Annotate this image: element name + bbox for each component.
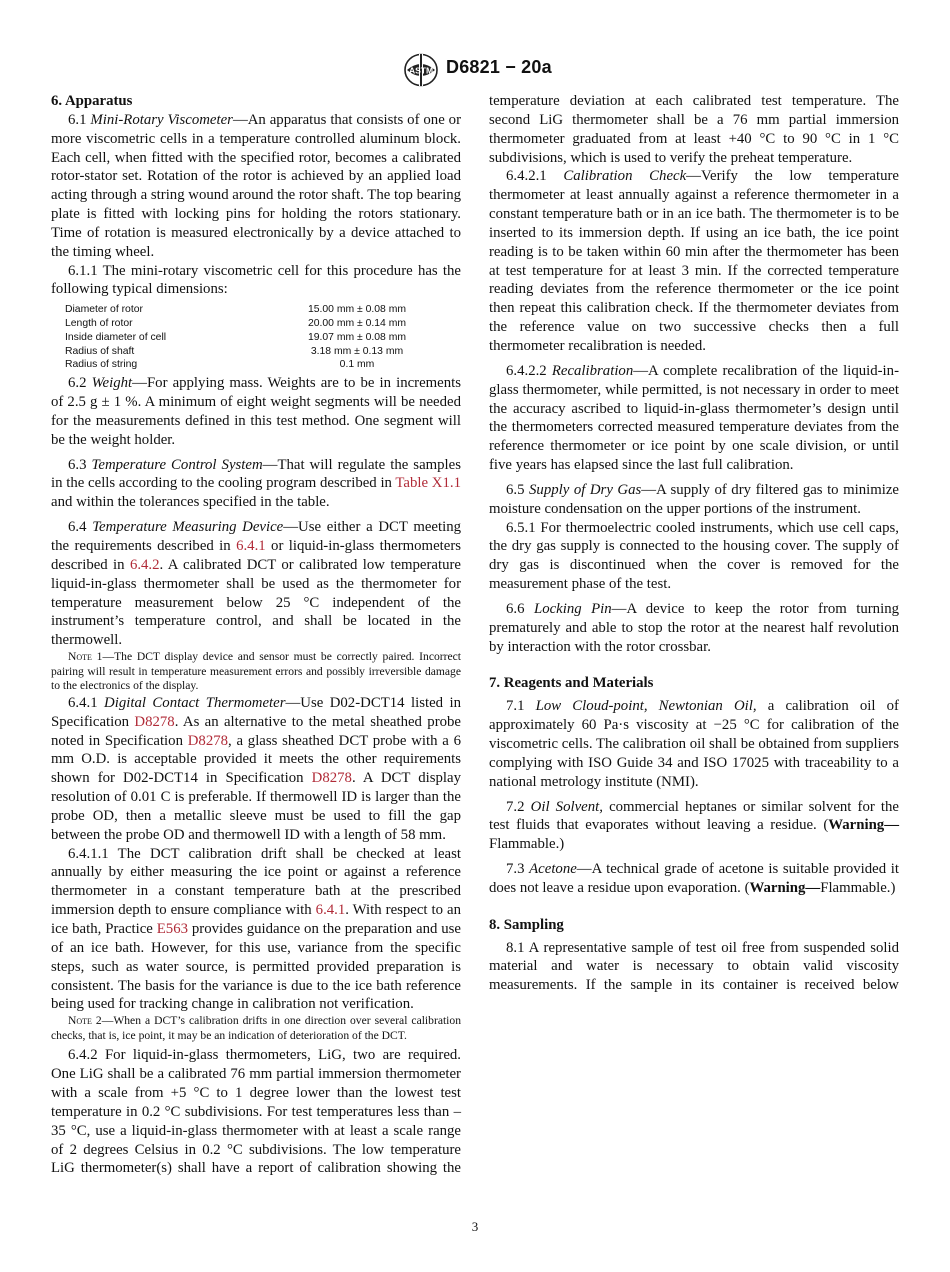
link-6-4-1[interactable]: 6.4.1 bbox=[236, 538, 266, 555]
note-2: Note 2—When a DCT’s calibration drifts in one direction over several calibration checks, that is, ice point, it may be an indication of deterioration of the DCT. bbox=[51, 1014, 461, 1042]
term: Calibration Check bbox=[563, 168, 687, 185]
term: Supply of Dry Gas bbox=[529, 481, 642, 498]
link-table-x1-1[interactable]: Table X1.1 bbox=[395, 475, 461, 492]
link-e563[interactable]: E563 bbox=[156, 920, 188, 937]
paragraph-6-1-1: 6.1.1 The mini-rotary viscometric cell for this procedure has the following typical dimensions: bbox=[51, 262, 461, 298]
warning-label: Warning— bbox=[749, 879, 821, 896]
svg-text:ASTM: ASTM bbox=[408, 65, 434, 76]
left-column bbox=[51, 92, 461, 1178]
section-heading-apparatus: 6. Apparatus bbox=[51, 93, 133, 109]
term: Locking Pin bbox=[533, 600, 612, 617]
paragraph-6-4-2-1: 6.4.2.1 Calibration Check—Verify the low temperature thermometer at least annually against a reference thermometer in a constant temperature bath or in an ice bath. The thermometer is to be inserted to its immersion depth. If using an ice bath, the ice point reading is to be taken within 60 min after the thermometer has been at test temperature for at least 3 min. If the corrected temperature reading deviates from the reference thermometer or the ice point then repeat this calibration check. If the thermometer deviates from the reference value on two successive checks then a full thermometer recalibration is needed. bbox=[489, 168, 899, 354]
paragraph-6-4-1-1: 6.4.1.1 The DCT calibration drift shall be checked at least annually by either measuring the ice point or against a reference thermometer in a constant temperature bath at the prescribed immersion depth to ensure compliance with 6.4.1. With respect to an ice bath, Practice E563 provides guidance on the preparation and use of an ice bath. However, for this use, variance from the specific steps, such as water source, is permitted provided preparation is consistent. The basis for the variance is due to the ice bath reference being used for tracking change in calibration not verification. bbox=[51, 845, 461, 1013]
table-row: Inside diameter of cell 19.07 mm ± 0.08 mm bbox=[65, 331, 407, 343]
page-header bbox=[0, 53, 950, 87]
link-6-4-1[interactable]: 6.4.1 bbox=[315, 902, 346, 919]
paragraph-6-6: 6.6 Locking Pin—A device to keep the rotor from turning prematurely and able to stop the rotor at the nearest half revolution by interaction with the rotor crossbar. bbox=[489, 600, 899, 655]
term: Recalibration bbox=[551, 362, 634, 379]
paragraph-8-1: 8.1 A representative sample of test oil free from suspended solid material and water is necessary to obtain valid viscosity measurements. If the sample in its container is received below bbox=[489, 939, 899, 994]
astm-logo-icon bbox=[403, 53, 439, 87]
term: Oil Solvent, bbox=[530, 798, 603, 815]
warning-label: Warning— bbox=[828, 817, 899, 834]
paragraph-7-1: 7.1 Low Cloud-point, Newtonian Oil, a calibration oil of approximately 60 Pa·s viscosity at −25 °C for calibration of the viscometric cells. The calibration oil shall be obtained from suppliers complying with ISO Guide 34 and ISO 17025 with traceability to a national metrology institute (NMI). bbox=[489, 698, 899, 790]
section-heading-sampling: 8. Sampling bbox=[489, 916, 564, 933]
paragraph-6-4-2: 6.4.2 For liquid-in-glass thermometers, LiG, two are required. One LiG shall be a calibrated 76 mm partial immersion thermometer with a scale from +5 °C to 1 degree lower than the lowest test temperature in 0.2 °C subdivisions. For test temperatures less than –35 °C, use a liquid-in-glass thermometer with at least a scale range of 2 degrees Celsius in 0.2 °C subdivisions. The low temperature LiG thermometer(s) shall have a report of calibration showing the bbox=[51, 1047, 461, 1177]
link-6-4-2[interactable]: 6.4.2 bbox=[129, 556, 160, 573]
paragraph-6-5: 6.5 Supply of Dry Gas—A supply of dry filtered gas to minimize moisture condensation on the upper portions of the instrument. bbox=[489, 481, 899, 517]
paragraph-7-2: 7.2 Oil Solvent, commercial heptanes or similar solvent for the test fluids that evaporates without leaving a residue. (Warning—Flammable.) bbox=[489, 798, 899, 853]
paragraph-6-5-1: 6.5.1 For thermoelectric cooled instruments, which use cell caps, the dry gas supply is connected to the housing cover. The supply of dry gas is discontinued when the cover is removed for the measurement phase of the test. bbox=[489, 519, 899, 593]
link-d8278[interactable]: D8278 bbox=[134, 713, 175, 730]
link-d8278[interactable]: D8278 bbox=[187, 732, 229, 749]
page-number: 3 bbox=[471, 1219, 479, 1234]
paragraph-6-4: 6.4 Temperature Measuring Device—Use either a DCT meeting the requirements described in 6.4.1 or liquid-in-glass thermometers described in 6.4.2. A calibrated DCT or calibrated low temperature liquid-in-glass thermometer shall be used as the thermometer for temperature measurement below 25 °C independent of the instrument’s temperature control, and shall be located in the thermowell. bbox=[51, 519, 461, 649]
paragraph-6-2: 6.2 Weight—For applying mass. Weights are to be in increments of 2.5 g ± 1 %. A minimum of eight weight segments will be needed for the measurements defined in this test method. One segment will be the weight holder. bbox=[51, 375, 461, 448]
paragraph-6-4-2-continued: temperature deviation at each calibrated test temperature. The second LiG thermometer shall be a 76 mm partial immersion thermometer graduated from at least +40 °C to 90 °C in 1 °C subdivisions, which is used to verify the preheat temperature. bbox=[489, 93, 899, 166]
paragraph-6-4-2-2: 6.4.2.2 Recalibration—A complete recalibration of the liquid-in-glass thermometer, while permitted, is not necessary in order to meet the accuracy ascribed to liquid-in-glass thermometer’s design until the thermometers corrected measured temperature deviates from the reference thermometer or ice point by one scale division, or until five years has elapsed since the last full calibration. bbox=[489, 362, 899, 474]
table-row: Radius of string 0.1 mm bbox=[65, 359, 375, 371]
table-row: Diameter of rotor 15.00 mm ± 0.08 mm bbox=[65, 304, 407, 316]
paragraph-6-3: 6.3 Temperature Control System—That will regulate the samples in the cells according to the cooling program described in Table X1.1 and within the tolerances specified in the table. bbox=[51, 456, 461, 511]
note-1: Note 1—The DCT display device and sensor must be correctly paired. Incorrect pairing will result in temperature measurement errors and possibly irreversible damage to the electronics of the display. bbox=[51, 650, 461, 693]
paragraph-6-1: 6.1 Mini-Rotary Viscometer—An apparatus that consists of one or more viscometric cells in a temperature controlled aluminum block. Each cell, when fitted with the specified rotor, becomes a calibrated rotor-stator set. Rotation of the rotor is achieved by an applied load acting through a string wound around the rotor shaft. The top bearing plate is fitted with locking pins for holding the rotors stationary. Time of rotation is measured electronically by a device attached to the timing wheel. bbox=[51, 111, 462, 260]
paragraph-6-4-1: 6.4.1 Digital Contact Thermometer—Use D02-DCT14 listed in Specification D8278. As an alternative to the metal sheathed probe noted in Specification D8278, a glass sheathed DCT probe with a 6 mm O.D. is acceptable provided it meets the other requirements shown for D02-DCT14 in Specification D8278. A DCT display resolution of 0.01 C is preferable. If thermowell ID is larger than the probe OD, then a metallic sleeve must be used to fill the gap between the probe OD and thermowell ID with a length of 58 mm. bbox=[51, 694, 461, 843]
table-row: Length of rotor 20.00 mm ± 0.14 mm bbox=[65, 318, 407, 330]
link-d8278[interactable]: D8278 bbox=[311, 770, 352, 787]
term: Low Cloud-point, Newtonian Oil, bbox=[535, 698, 757, 715]
term: Acetone bbox=[529, 861, 577, 878]
section-heading-reagents: 7. Reagents and Materials bbox=[489, 675, 654, 692]
table-row: Radius of shaft 3.18 mm ± 0.13 mm bbox=[65, 345, 404, 357]
dimensions-table bbox=[65, 303, 437, 372]
document-designation: D6821 − 20a bbox=[446, 57, 552, 77]
paragraph-7-3: 7.3 Acetone—A technical grade of acetone is suitable provided it does not leave a residue upon evaporation. (Warning—Flammable.) bbox=[489, 861, 899, 896]
right-column bbox=[489, 92, 899, 995]
